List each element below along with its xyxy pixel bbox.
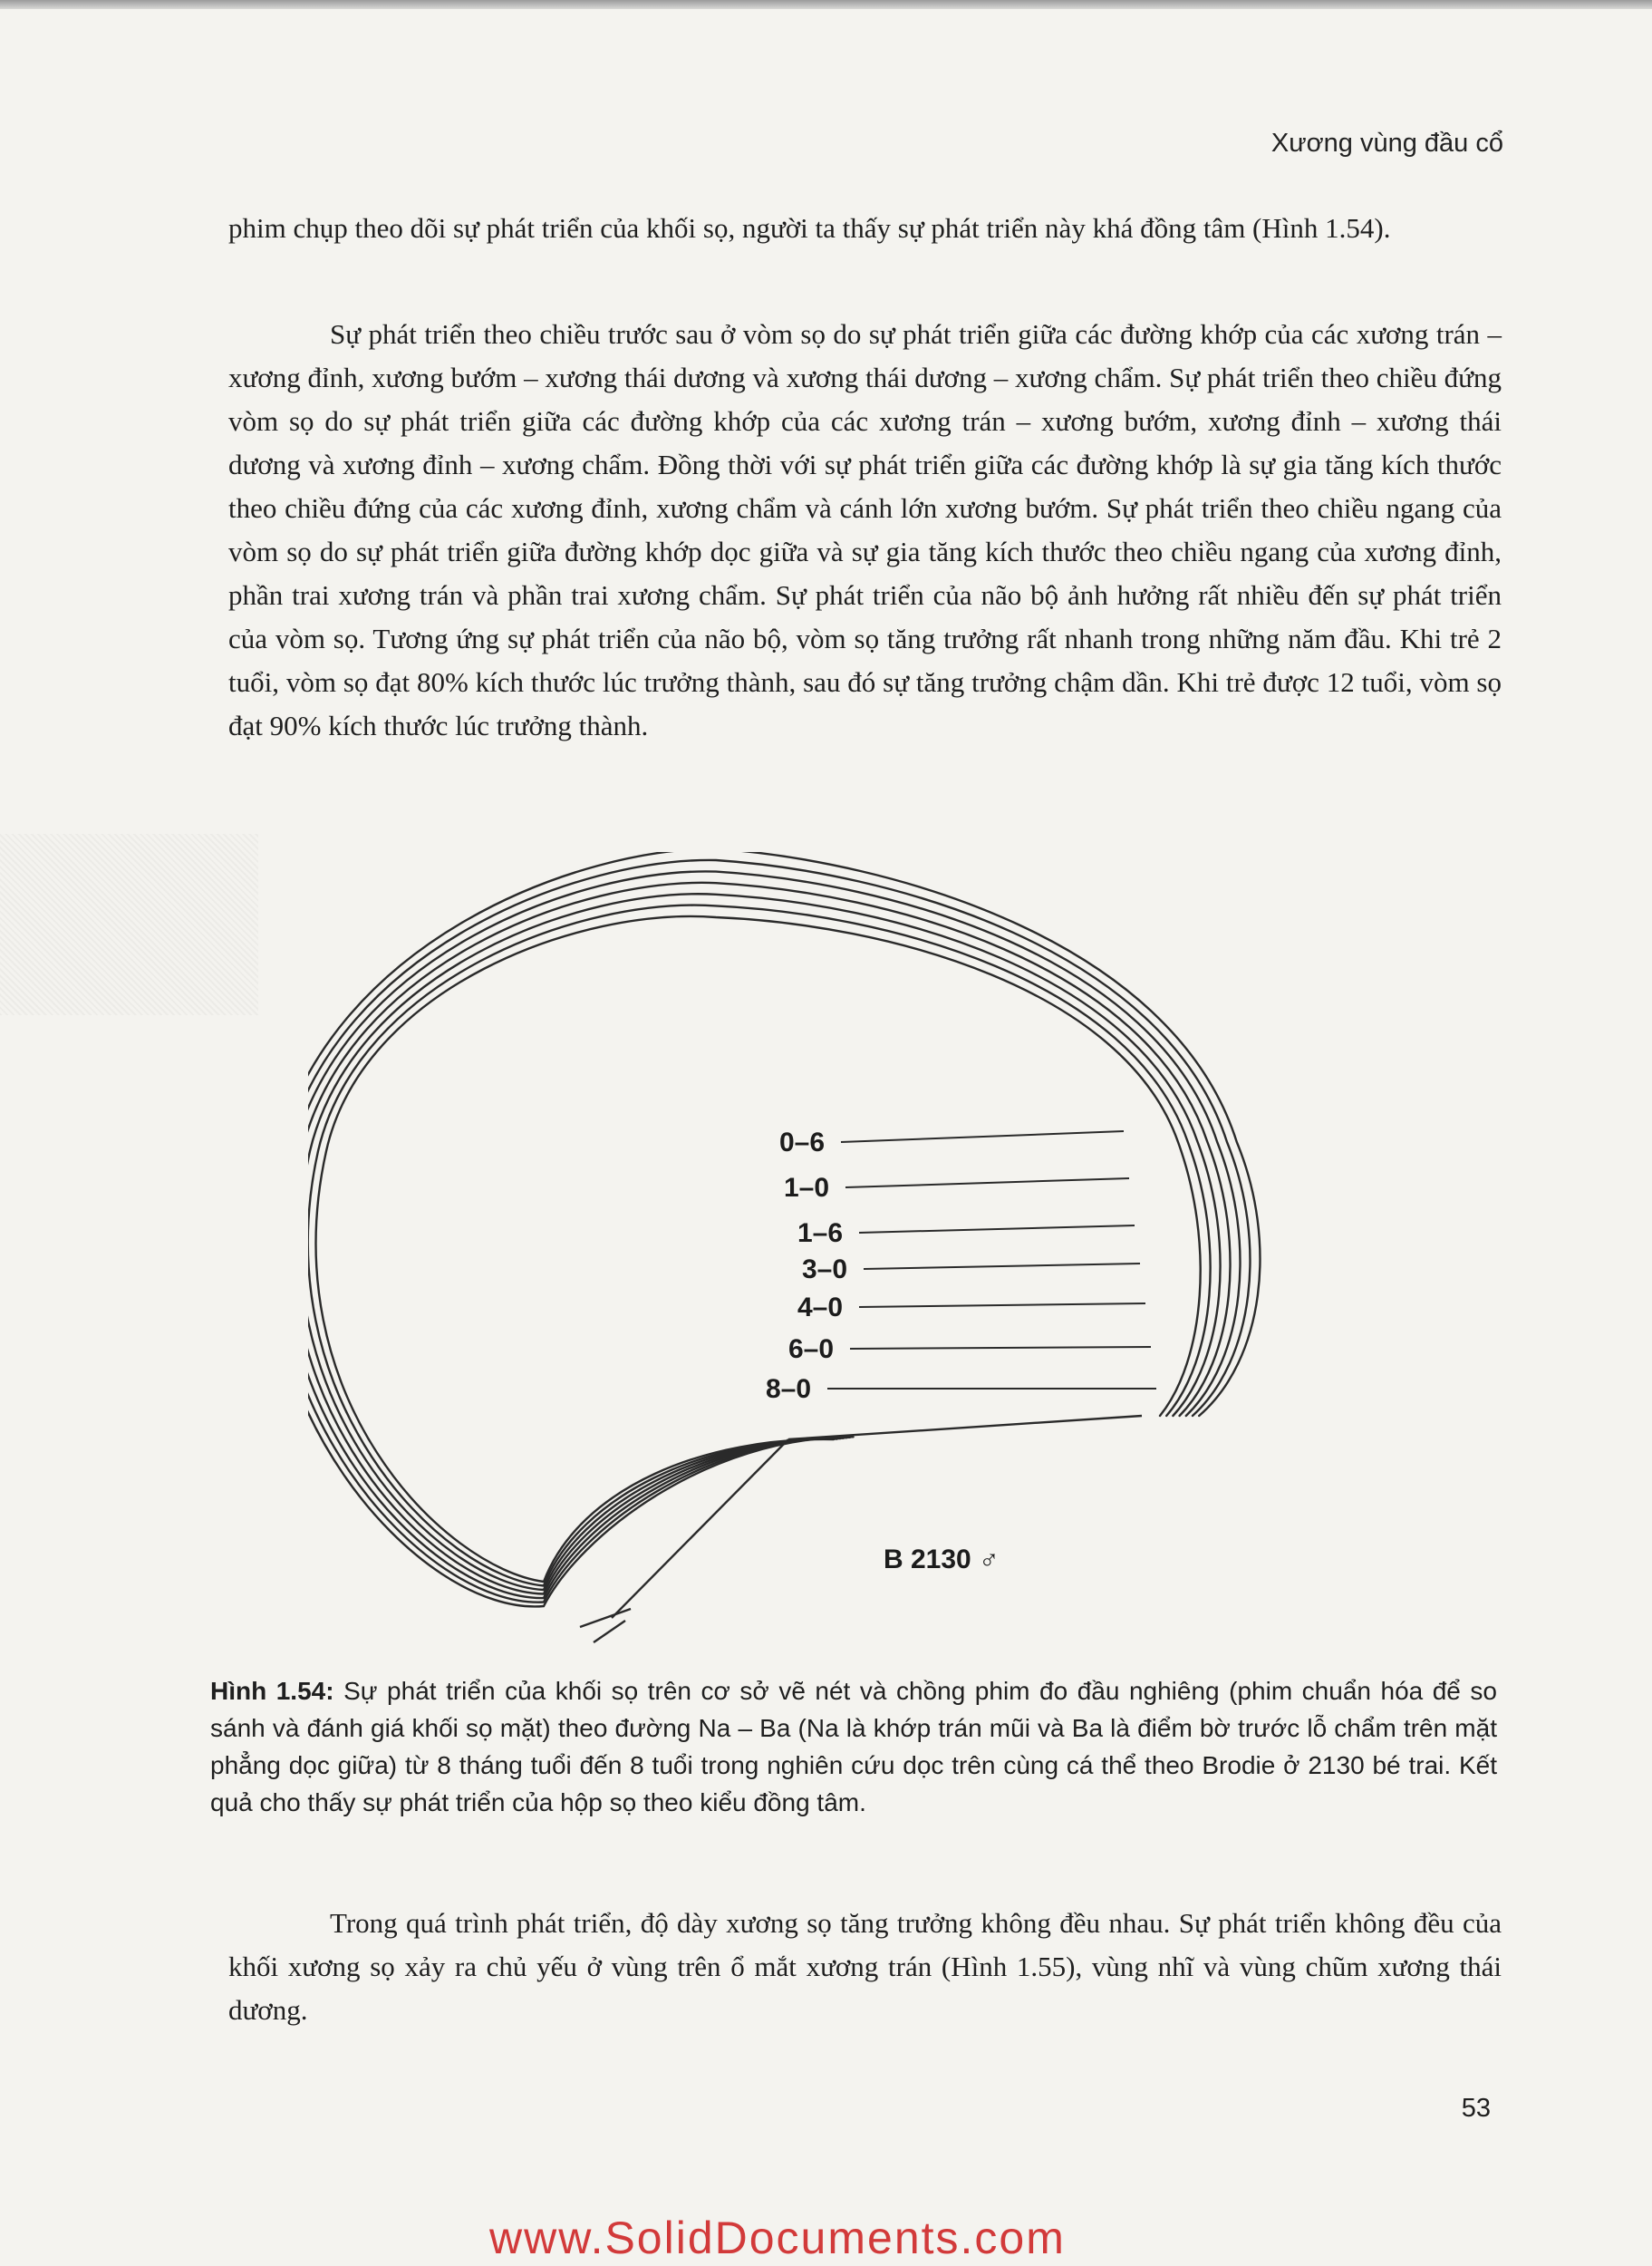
page-number: 53: [1461, 2094, 1491, 2123]
age-label: 3–0: [802, 1254, 848, 1284]
skull-outline: [308, 860, 1250, 1603]
caption-text: Sự phát triển của khối sọ trên cơ sở vẽ nét và chồng phim đo đầu nghiêng (phim chuẩn hóa để so sánh và đánh giá khối sọ mặt) theo đường Na – Ba (Na là khớp trán mũi và Ba là điểm bờ trước lỗ chẩm trên mặt phẳng dọc giữa) từ 8 tháng tuổi đến 8 tuổi trong nghiên cứu dọc trên cùng cá thể theo Brodie ở 2130 bé trai. Kết quả cho thấy sự phát triển của hộp sọ theo kiểu đồng tâm.: [210, 1677, 1497, 1816]
scan-top-edge: [0, 0, 1652, 9]
label-leader: [850, 1347, 1151, 1349]
watermark: www.SolidDocuments.com: [489, 2213, 1066, 2263]
base-hatch: [594, 1621, 625, 1642]
age-label: 0–6: [779, 1128, 826, 1157]
skull-growth-drawing: [308, 852, 1486, 1650]
skull-outline: [308, 905, 1211, 1586]
paragraph-2: Sự phát triển theo chiều trước sau ở vòm sọ do sự phát triển giữa các đường khớp của các xương trán – xương đỉnh, xương bướm – xương thái dương và xương thái dương – xương chẩm. Sự phát triển theo chiều đứng vòm sọ do sự phát triển giữa các đường khớp của các xương trán – xương bướm, xương đỉnh – xương thái dương và xương đỉnh – xương chẩm. Đồng thời với sự phát triển giữa các đường khớp là sự gia tăng kích thước theo chiều đứng của các xương đỉnh, xương chẩm và cánh lớn xương bướm. Sự phát triển theo chiều ngang của vòm sọ do sự phát triển giữa đường khớp dọc giữa và sự gia tăng kích thước theo chiều ngang của xương đỉnh, phần trai xương trán và phần trai xương chẩm. Sự phát triển của não bộ ảnh hưởng rất nhiều đến sự phát triển của vòm sọ. Tương ứng sự phát triển của não bộ, vòm sọ tăng trưởng rất nhanh trong những năm đầu. Khi trẻ 2 tuổi, vòm sọ đạt 80% kích thước lúc trưởng thành, sau đó sự tăng trưởng chậm dần. Khi trẻ được 12 tuổi, vòm sọ đạt 90% kích thước lúc trưởng thành.: [228, 318, 1502, 741]
running-head: Xương vùng đầu cổ: [1270, 129, 1503, 158]
skull-outline: [308, 883, 1231, 1594]
label-leader: [845, 1178, 1129, 1187]
paragraph-1: phim chụp theo dõi sự phát triển của khối sọ, người ta thấy sự phát triển này khá đồng tâm (Hình 1.54).: [228, 212, 1391, 244]
age-label: 1–6: [797, 1218, 844, 1248]
nasion-line: [788, 1416, 1142, 1439]
age-label: 1–0: [784, 1173, 830, 1203]
label-leader: [859, 1225, 1135, 1233]
label-leader: [841, 1131, 1124, 1142]
skull-outline: [308, 852, 1260, 1606]
cranial-base-line: [580, 1416, 1142, 1642]
caption-label: Hình 1.54:: [210, 1677, 334, 1705]
label-leaders: [827, 1131, 1156, 1389]
label-leader: [864, 1264, 1140, 1269]
base-hatch: [580, 1609, 631, 1627]
paragraph-3: Trong quá trình phát triển, độ dày xương sọ tăng trưởng không đều nhau. Sự phát triển không đều của khối xương sọ xảy ra chủ yếu ở vùng trên ổ mắt xương trán (Hình 1.55), vùng nhĩ và vùng chũm xương thái dương.: [228, 1907, 1502, 2026]
skull-outline: [316, 916, 1201, 1582]
skull-outline: [308, 894, 1221, 1590]
specimen-label: B 2130 ♂: [884, 1545, 1000, 1574]
age-labels: [766, 1128, 847, 1404]
figure-caption: [210, 1672, 1497, 1821]
age-label: 8–0: [766, 1374, 812, 1404]
age-label: 4–0: [797, 1293, 844, 1322]
age-label: 6–0: [788, 1334, 835, 1364]
scan-texture: [0, 834, 258, 1015]
label-leader: [859, 1303, 1145, 1307]
skull-growth-figure: [308, 852, 1486, 1650]
skull-outlines: [308, 852, 1260, 1606]
